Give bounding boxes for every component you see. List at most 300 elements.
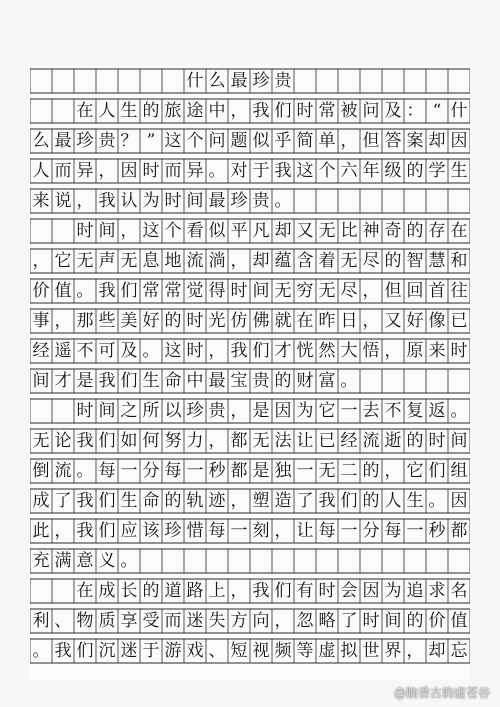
grid-cell: 都 — [230, 431, 248, 451]
essay-line — [30, 549, 470, 573]
grid-cell: 学 — [428, 161, 446, 181]
grid-cell: 不 — [384, 401, 402, 421]
grid-cell: ， — [230, 581, 248, 601]
grid-cell: 轨 — [186, 491, 204, 511]
grid-cell — [316, 69, 338, 93]
grid-cell: 富 — [318, 371, 336, 391]
grid-cell: 蕴 — [274, 251, 292, 271]
grid-cell: 时 — [76, 221, 94, 241]
grid-cell: 对 — [230, 161, 248, 181]
essay-line — [30, 189, 470, 213]
grid-cell: 智 — [406, 251, 424, 271]
grid-cell: 道 — [164, 581, 182, 601]
grid-cell: 我 — [252, 101, 270, 121]
grid-cell: 间 — [252, 281, 270, 301]
grid-cell: 这 — [164, 131, 182, 151]
grid-cell: “ — [432, 101, 442, 121]
essay-line — [30, 639, 470, 663]
grid-cell: 光 — [208, 311, 226, 331]
grid-cell: 时 — [362, 611, 380, 631]
grid-cell: 该 — [142, 521, 160, 541]
grid-cell: 一 — [340, 401, 358, 421]
grid-cell — [338, 549, 360, 573]
grid-cell: 它 — [54, 251, 72, 271]
grid-cell: 是 — [252, 461, 270, 481]
grid-cell: 命 — [164, 371, 182, 391]
grid-cell — [184, 549, 206, 573]
grid-cell: 一 — [186, 461, 204, 481]
grid-cell: 秒 — [208, 461, 226, 481]
grid-cell: 。 — [76, 281, 94, 301]
grid-cell: 简 — [296, 131, 314, 151]
grid-cell: 我 — [98, 281, 116, 301]
grid-cell: 流 — [186, 251, 204, 271]
grid-cell: 声 — [98, 251, 116, 271]
grid-cell: 平 — [230, 221, 248, 241]
essay-line — [30, 159, 470, 183]
grid-cell: 求 — [428, 581, 446, 601]
grid-cell: 忘 — [450, 641, 468, 661]
grid-cell: 因 — [120, 161, 138, 181]
grid-cell: 时 — [428, 431, 446, 451]
grid-cell — [30, 399, 52, 423]
grid-cell — [338, 189, 360, 213]
grid-cell: 慧 — [428, 251, 446, 271]
grid-cell — [426, 189, 448, 213]
grid-cell: 我 — [318, 491, 336, 511]
grid-cell: 成 — [98, 581, 116, 601]
grid-cell — [338, 69, 360, 93]
grid-cell: 回 — [406, 281, 424, 301]
grid-cell: 戏 — [186, 641, 204, 661]
grid-cell: 而 — [164, 611, 182, 631]
grid-cell: 无 — [318, 281, 336, 301]
grid-cell: 最 — [54, 131, 72, 151]
grid-cell: 们 — [76, 641, 94, 661]
grid-cell: 为 — [142, 191, 160, 211]
grid-cell: 个 — [186, 131, 204, 151]
grid-cell: 的 — [362, 491, 380, 511]
grid-cell: 。 — [450, 401, 468, 421]
grid-cell: 追 — [406, 581, 424, 601]
grid-cell: 间 — [98, 401, 116, 421]
grid-cell — [52, 399, 74, 423]
grid-cell: 人 — [98, 101, 116, 121]
grid-cell: 因 — [274, 401, 292, 421]
grid-cell: 短 — [230, 641, 248, 661]
grid-cell: 旅 — [164, 101, 182, 121]
grid-cell: 中 — [186, 371, 204, 391]
grid-cell: 奇 — [384, 221, 402, 241]
grid-cell: 但 — [362, 131, 380, 151]
grid-cell: 往 — [450, 281, 468, 301]
grid-cell: 却 — [274, 221, 292, 241]
grid-cell: 时 — [230, 281, 248, 301]
grid-cell: ， — [230, 401, 248, 421]
grid-cell: ， — [340, 131, 358, 151]
grid-cell: 好 — [406, 311, 424, 331]
grid-cell: 此 — [32, 521, 50, 541]
grid-cell: 日 — [340, 311, 358, 331]
grid-cell — [294, 189, 316, 213]
grid-cell: 珍 — [252, 71, 270, 91]
grid-cell: 值 — [450, 611, 468, 631]
grid-cell: 分 — [142, 461, 160, 481]
grid-cell — [382, 369, 404, 393]
grid-cell: 视 — [252, 641, 270, 661]
grid-cell: 的 — [406, 431, 424, 451]
grid-cell: 路 — [186, 581, 204, 601]
watermark: @脑香古韵虚苍谷 — [393, 686, 490, 700]
grid-cell: 经 — [32, 341, 50, 361]
grid-cell: 。 — [76, 461, 94, 481]
grid-cell — [228, 549, 250, 573]
grid-cell: 刻 — [252, 521, 270, 541]
grid-cell: 的 — [164, 311, 182, 331]
grid-cell — [52, 69, 74, 93]
grid-cell: 仿 — [230, 311, 248, 331]
grid-cell: 在 — [76, 101, 94, 121]
grid-cell: 含 — [296, 251, 314, 271]
grid-cell: ， — [274, 611, 292, 631]
grid-cell: 常 — [142, 281, 160, 301]
grid-cell: 么 — [32, 131, 50, 151]
grid-cell: 已 — [318, 431, 336, 451]
grid-cell: 失 — [208, 611, 226, 631]
grid-cell: 的 — [362, 461, 380, 481]
grid-cell: ， — [230, 491, 248, 511]
grid-cell: 得 — [208, 281, 226, 301]
grid-cell — [74, 69, 96, 93]
grid-cell: 利 — [32, 611, 50, 631]
grid-cell: 那 — [76, 311, 94, 331]
grid-cell — [360, 549, 382, 573]
grid-cell: 意 — [76, 551, 94, 571]
grid-cell: ， — [98, 161, 116, 181]
grid-cell: 经 — [340, 431, 358, 451]
grid-cell: 凡 — [252, 221, 270, 241]
grid-cell: 来 — [32, 191, 50, 211]
grid-cell: 了 — [296, 491, 314, 511]
grid-cell: 们 — [340, 491, 358, 511]
grid-cell — [30, 219, 52, 243]
grid-cell: 地 — [164, 251, 182, 271]
grid-cell: 时 — [164, 191, 182, 211]
grid-cell: 拟 — [340, 641, 358, 661]
grid-cell: 因 — [450, 491, 468, 511]
grid-cell — [448, 549, 470, 573]
grid-cell: 如 — [120, 431, 138, 451]
grid-cell: 却 — [428, 131, 446, 151]
grid-cell: 是 — [252, 401, 270, 421]
grid-cell: 塑 — [252, 491, 270, 511]
grid-cell: 财 — [296, 371, 314, 391]
grid-cell: 有 — [296, 581, 314, 601]
grid-cell: 义 — [98, 551, 116, 571]
grid-cell: 才 — [274, 341, 292, 361]
grid-cell: ， — [362, 311, 380, 331]
grid-cell: 。 — [142, 341, 160, 361]
grid-cell: 最 — [230, 71, 248, 91]
grid-cell — [316, 549, 338, 573]
grid-cell: 及 — [120, 341, 138, 361]
grid-cell: 无 — [340, 251, 358, 271]
grid-cell: 却 — [252, 251, 270, 271]
grid-cell: 每 — [384, 521, 402, 541]
grid-cell: 们 — [120, 281, 138, 301]
grid-cell: 淌 — [208, 251, 226, 271]
grid-cell: 佛 — [252, 311, 270, 331]
essay-line — [30, 129, 470, 153]
grid-cell: ， — [54, 521, 72, 541]
essay-line — [30, 249, 470, 273]
grid-cell: 贵 — [208, 401, 226, 421]
grid-cell: 我 — [98, 191, 116, 211]
grid-cell: 些 — [98, 311, 116, 331]
grid-cell: 。 — [428, 491, 446, 511]
grid-cell — [162, 69, 184, 93]
grid-cell: 二 — [340, 461, 358, 481]
grid-cell: 似 — [252, 131, 270, 151]
grid-cell: 案 — [406, 131, 424, 151]
grid-cell: ， — [406, 641, 424, 661]
grid-cell: 无 — [274, 281, 292, 301]
grid-cell: 一 — [406, 521, 424, 541]
grid-cell: ， — [384, 461, 402, 481]
grid-cell: ， — [32, 251, 50, 271]
essay-line — [30, 489, 470, 513]
grid-cell: 造 — [274, 491, 292, 511]
grid-cell — [382, 189, 404, 213]
grid-cell: 的 — [406, 161, 424, 181]
grid-cell: 我 — [252, 581, 270, 601]
grid-cell: 已 — [450, 311, 468, 331]
grid-cell — [426, 549, 448, 573]
grid-cell: 去 — [362, 401, 380, 421]
grid-cell: 。 — [274, 191, 292, 211]
grid-cell — [272, 549, 294, 573]
grid-cell — [52, 219, 74, 243]
grid-cell: 游 — [164, 641, 182, 661]
grid-cell: 时 — [450, 341, 468, 361]
grid-cell: ， — [54, 311, 72, 331]
grid-cell: 享 — [120, 611, 138, 631]
grid-cell: 于 — [142, 641, 160, 661]
grid-cell: 们 — [428, 461, 446, 481]
grid-cell: 、 — [208, 641, 226, 661]
grid-cell: 恍 — [296, 341, 314, 361]
grid-cell: 最 — [208, 191, 226, 211]
grid-cell: 么 — [208, 71, 226, 91]
grid-cell: 尽 — [340, 281, 358, 301]
grid-cell: 们 — [98, 491, 116, 511]
grid-cell — [426, 69, 448, 93]
grid-cell: 秒 — [428, 521, 446, 541]
grid-cell: 昨 — [318, 311, 336, 331]
grid-cell: 尽 — [362, 251, 380, 271]
grid-cell: 分 — [362, 521, 380, 541]
grid-cell: 为 — [296, 401, 314, 421]
grid-cell: 物 — [76, 611, 94, 631]
essay-line — [30, 309, 470, 333]
grid-cell: 这 — [164, 341, 182, 361]
grid-cell: 美 — [120, 311, 138, 331]
grid-cell: 又 — [296, 221, 314, 241]
grid-cell — [52, 579, 74, 603]
grid-cell: 之 — [120, 401, 138, 421]
essay-line — [30, 399, 470, 423]
grid-cell: 复 — [406, 401, 424, 421]
grid-cell: 及 — [384, 101, 402, 121]
grid-cell: 频 — [274, 641, 292, 661]
grid-cell: 满 — [54, 551, 72, 571]
grid-cell — [360, 189, 382, 213]
grid-cell — [404, 549, 426, 573]
grid-cell: 迷 — [120, 641, 138, 661]
grid-cell: 是 — [76, 371, 94, 391]
grid-cell: ， — [208, 431, 226, 451]
grid-cell: 和 — [450, 251, 468, 271]
grid-cell: 途 — [186, 101, 204, 121]
grid-cell: ， — [120, 221, 138, 241]
grid-cell: 受 — [142, 611, 160, 631]
grid-cell: 但 — [384, 281, 402, 301]
grid-cell: 穷 — [296, 281, 314, 301]
grid-cell: 这 — [296, 161, 314, 181]
grid-cell: ” — [146, 131, 156, 151]
grid-cell — [140, 69, 162, 93]
grid-cell: 贵 — [98, 131, 116, 151]
grid-cell — [448, 189, 470, 213]
grid-cell: 法 — [274, 431, 292, 451]
composition-sheet — [30, 65, 470, 680]
grid-cell: ： — [406, 101, 424, 121]
grid-cell: 常 — [164, 281, 182, 301]
grid-cell: 贵 — [274, 71, 292, 91]
grid-cell: 等 — [296, 641, 314, 661]
grid-cell: ， — [384, 341, 402, 361]
essay-line — [30, 339, 470, 363]
grid-cell: 间 — [384, 611, 402, 631]
grid-cell: 像 — [428, 311, 446, 331]
grid-cell: 迹 — [208, 491, 226, 511]
grid-cell: 论 — [54, 431, 72, 451]
grid-cell: 力 — [186, 431, 204, 451]
grid-cell: 。 — [32, 641, 50, 661]
grid-cell: 长 — [120, 581, 138, 601]
grid-cell: 却 — [428, 641, 446, 661]
grid-cell: ， — [230, 101, 248, 121]
grid-cell: 人 — [384, 491, 402, 511]
essay-line — [30, 579, 470, 603]
grid-cell: 单 — [318, 131, 336, 151]
grid-cell: 时 — [186, 341, 204, 361]
grid-cell: 每 — [208, 521, 226, 541]
grid-cell: 每 — [98, 461, 116, 481]
grid-cell: 我 — [54, 641, 72, 661]
grid-cell: 而 — [54, 161, 72, 181]
grid-cell — [30, 579, 52, 603]
grid-cell — [426, 369, 448, 393]
grid-cell: 的 — [142, 101, 160, 121]
grid-cell — [382, 69, 404, 93]
grid-cell: 的 — [384, 251, 402, 271]
grid-cell: 的 — [406, 611, 424, 631]
grid-cell: 于 — [252, 161, 270, 181]
grid-cell: 大 — [340, 341, 358, 361]
grid-cell: 说 — [54, 191, 72, 211]
grid-cell: 会 — [340, 581, 358, 601]
grid-cell: 间 — [186, 191, 204, 211]
grid-cell: 事 — [32, 311, 50, 331]
grid-cell: 一 — [120, 461, 138, 481]
grid-cell: 一 — [296, 461, 314, 481]
grid-cell: 珍 — [164, 521, 182, 541]
grid-cell: 我 — [76, 491, 94, 511]
essay-line — [30, 219, 470, 243]
grid-cell: 神 — [362, 221, 380, 241]
grid-cell — [360, 369, 382, 393]
grid-cell — [404, 189, 426, 213]
grid-cell: 首 — [428, 281, 446, 301]
grid-cell: 生 — [142, 371, 160, 391]
grid-cell: 都 — [450, 521, 468, 541]
grid-cell: 珍 — [230, 191, 248, 211]
grid-cell — [52, 99, 74, 123]
grid-cell: 时 — [142, 161, 160, 181]
grid-cell: 的 — [274, 371, 292, 391]
grid-cell: 的 — [164, 491, 182, 511]
grid-cell: 生 — [120, 101, 138, 121]
grid-cell: 倒 — [32, 461, 50, 481]
grid-cell: 生 — [406, 491, 424, 511]
grid-cell: 每 — [164, 461, 182, 481]
grid-cell: 间 — [98, 221, 116, 241]
grid-cell: 我 — [274, 161, 292, 181]
grid-cell: 虚 — [318, 641, 336, 661]
grid-cell — [404, 369, 426, 393]
grid-cell: 间 — [32, 371, 50, 391]
grid-cell: 可 — [98, 341, 116, 361]
grid-cell: 在 — [296, 311, 314, 331]
grid-cell: 忽 — [296, 611, 314, 631]
grid-cell: 生 — [450, 161, 468, 181]
grid-cell: 才 — [54, 371, 72, 391]
grid-cell: 这 — [142, 221, 160, 241]
grid-cell: 然 — [318, 341, 336, 361]
grid-cell: 了 — [340, 611, 358, 631]
grid-cell: 的 — [142, 581, 160, 601]
essay-line — [30, 99, 470, 123]
grid-cell — [30, 99, 52, 123]
grid-cell — [294, 69, 316, 93]
grid-cell — [96, 69, 118, 93]
grid-cell: 因 — [362, 581, 380, 601]
grid-cell: 我 — [76, 521, 94, 541]
grid-cell: 无 — [318, 461, 336, 481]
essay-line — [30, 459, 470, 483]
essay-line — [30, 429, 470, 453]
grid-cell: 年 — [362, 161, 380, 181]
grid-cell: 成 — [32, 491, 50, 511]
grid-cell: 都 — [230, 461, 248, 481]
grid-cell: 沉 — [98, 641, 116, 661]
grid-cell: 以 — [164, 401, 182, 421]
grid-cell: 着 — [318, 251, 336, 271]
grid-cell: 被 — [340, 101, 358, 121]
grid-cell — [140, 549, 162, 573]
grid-cell: 题 — [230, 131, 248, 151]
